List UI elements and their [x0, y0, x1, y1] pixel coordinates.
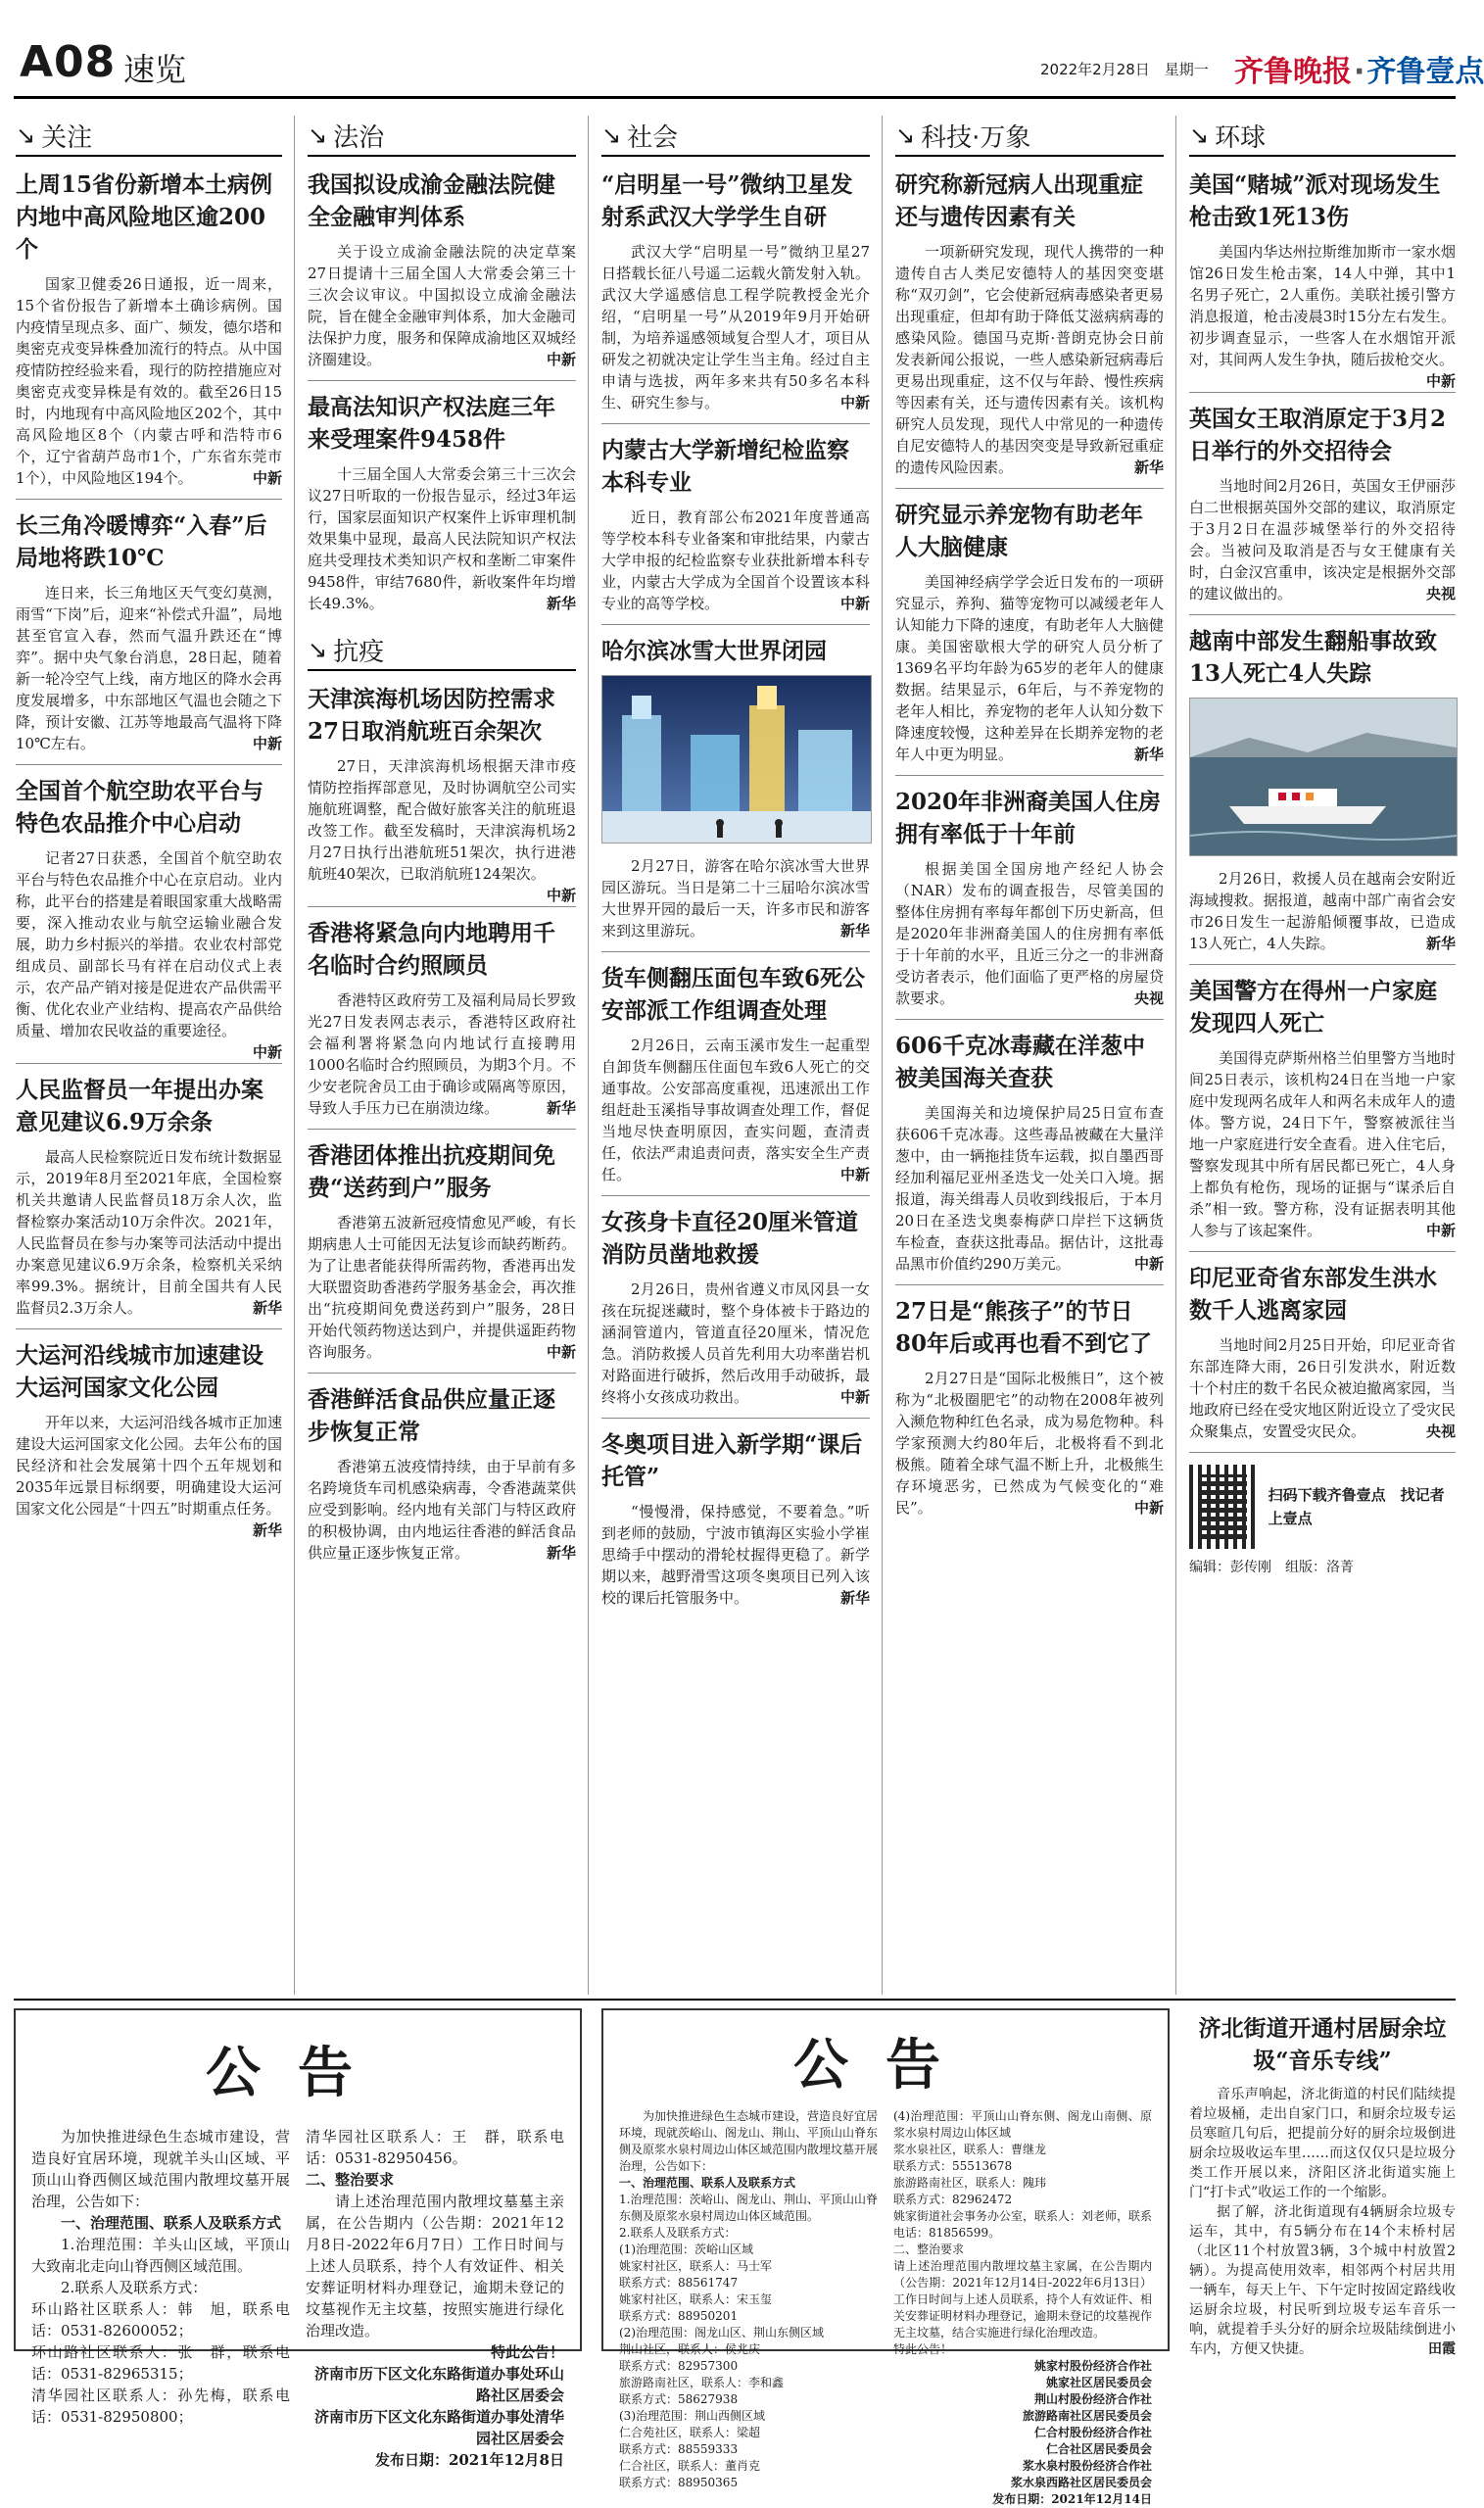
article-divider — [895, 488, 1164, 489]
article — [601, 962, 870, 1185]
news-source: 新华 — [252, 1521, 282, 1539]
news-source: 中新 — [839, 595, 870, 612]
headline[interactable]: 研究显示养宠物有助老年人大脑健康 — [895, 502, 1143, 560]
headline[interactable]: 香港鲜活食品供应量正逐步恢复正常 — [308, 1386, 555, 1445]
article — [895, 169, 1164, 478]
photo-caption: 2月27日，游客在哈尔滨冰雪大世界园区游玩。当日是第二十三届哈尔滨冰雪大世界开园的最后一天，许多市民和游客来到这里游玩。 新华 — [601, 857, 870, 940]
bottom-rule — [14, 1999, 1456, 2001]
news-source: 新华 — [1133, 458, 1164, 476]
column-header: ↘ 社会 — [601, 116, 870, 157]
headline[interactable]: 冬奥项目进入新学期“课后托管” — [601, 1431, 863, 1490]
notice-title: 公告 — [793, 2033, 978, 2098]
notice-sign: 济南市历下区文化东路街道办事处清华园社区居委会 — [313, 2408, 564, 2447]
editor-credit: 编辑：彭传刚 组版：洛菁 — [1189, 1560, 1354, 1575]
notice-line: (2)治理范围：阁龙山区、荆山东侧区域 — [619, 2326, 824, 2339]
article-divider — [1189, 392, 1456, 393]
article — [601, 169, 870, 413]
article — [308, 683, 576, 904]
article-body: 香港特区政府劳工及福利局局长罗致光27日发表网志表示，香港特区政府社会福利署将紧急向内地试行直接聘用1000名临时合约照顾员，为期3个月。不少安老院舍员工由于确诊或隔离等原因，导致人手压力已在崩溃边缘。 新华 — [308, 991, 576, 1117]
column-science — [895, 116, 1164, 1995]
corner-arrow-icon: ↘ — [16, 121, 36, 149]
article-body: 香港第五波疫情持续，由于早前有多名跨境货车司机感染病毒，令香港蔬菜供应受到影响。经内地有关部门与特区政府的积极协调，由内地运往香港的鲜活食品供应量正逐步恢复正常。 新华 — [308, 1458, 576, 1562]
notice-line: (3)治理范围：荆山西侧区域 — [619, 2409, 765, 2423]
corner-arrow-icon: ↘ — [308, 121, 328, 149]
notice-contact: 清华园社区联系人：王 群，联系电话：0531-82950456。 — [306, 2128, 564, 2167]
article-divider — [16, 1063, 282, 1064]
page-number: A08 — [20, 37, 117, 87]
headline[interactable]: 香港团体推出抗疫期间免费“送药到户”服务 — [308, 1142, 555, 1201]
news-source: 新华 — [839, 922, 870, 940]
column-divider — [882, 116, 883, 1995]
news-source: 中新 — [546, 351, 576, 368]
article-body: 2月26日，云南玉溪市发生一起重型自卸货车侧翻压住面包车致6人死亡的交通事故。公安部高度重视，迅速派出工作组赶赴玉溪指导事故调查处理工作，督促当地尽快查明原因，查实问题，查清责任，依法严肃追责问责，落实安全生产责任。 中新 — [601, 1037, 870, 1183]
ice-festival-photo — [601, 675, 872, 844]
headline[interactable]: 英国女王取消原定于3月2日举行的外交招待会 — [1189, 406, 1447, 464]
column-header: ↘ 法治 — [308, 116, 576, 157]
notice-line: 联系方式：88950365 — [619, 2476, 739, 2489]
notice-line: 姚家村社区，联系人：马士军 — [619, 2259, 773, 2273]
headline[interactable]: 内蒙古大学新增纪检监察本科专业 — [601, 437, 849, 496]
notice-sign: 浆水泉村股份经济合作社 — [1022, 2459, 1152, 2473]
notice-line: 旅游路南社区，联系人：隗玮 — [893, 2176, 1047, 2190]
qr-promo — [1189, 1465, 1460, 1549]
notice-line: 联系方式：55513678 — [893, 2159, 1013, 2173]
notice-text: 一、治理范围、联系人及联系方式 — [61, 2214, 282, 2232]
news-source: 新华 — [546, 1099, 576, 1117]
article-divider — [1189, 1452, 1456, 1453]
issue-date: 2022年2月28日 星期一 — [1040, 61, 1209, 78]
article-body: 当地时间2月26日，英国女王伊丽莎白二世根据英国外交部的建议，取消原定于3月2日在温莎城堡举行的外交招待会。当被问及取消是否与女王健康有关时，白金汉宫重申，该决定是根据外交部的建议做出的。 央视 — [1189, 477, 1456, 603]
news-source: 新华 — [1425, 935, 1456, 952]
headline[interactable]: 上周15省份新增本土病例内地中高风险地区逾200个 — [16, 171, 273, 263]
article-divider — [601, 1195, 870, 1196]
headline[interactable]: 2020年非洲裔美国人住房拥有率低于十年前 — [895, 789, 1162, 847]
news-source: 央视 — [1425, 1423, 1456, 1440]
notice-line: (1)治理范围：茨峪山区域 — [619, 2243, 753, 2256]
article — [16, 1339, 282, 1539]
article-body: 记者27日获悉，全国首个航空助农平台与特色农品推介中心在京启动。业内称，此平台的搭建是着眼国家重大战略需要，深入推动农业与航空运输业融合发展，助力乡村振兴的举措。农业农村部党组成员、副部长马有祥在启动仪式上表示，农产品产销对接是促进农产品供需平衡、优化农业产业结构、提高农产品供给质量、增加农民收益的重要途径。 中新 — [16, 849, 282, 1061]
notice-contact: 清华园社区联系人：孙先梅，联系电话：0531-82950800； — [31, 2387, 290, 2426]
photo-caption: 2月26日，救援人员在越南会安附近海域搜救。据报道，越南中部广南省会安市26日发生一起游船倾覆事故，已造成13人死亡，4人失踪。 新华 — [1189, 870, 1456, 952]
notice-text: 特此公告！ — [490, 2343, 564, 2361]
sub-column-header: ↘ 抗疫 — [308, 630, 576, 671]
article-divider — [1189, 614, 1456, 615]
column-law — [308, 116, 576, 1995]
article — [16, 775, 282, 1061]
notice-line: 1.治理范围：茨峪山、阁龙山、荆山、平顶山山脊东侧及原浆水泉村周边山体区域范围。 — [619, 2193, 878, 2223]
news-source: 中新 — [252, 1043, 282, 1061]
news-source: 中新 — [839, 1388, 870, 1406]
notice-sign: 姚家村股份经济合作社 — [1033, 2359, 1152, 2373]
corner-arrow-icon: ↘ — [601, 121, 622, 149]
notice-sign: 济南市历下区文化东路街道办事处环山路社区居委会 — [313, 2365, 564, 2404]
notice-line: 姚家村社区，联系人：宋玉玺 — [619, 2292, 773, 2306]
news-source: 央视 — [1133, 989, 1164, 1007]
article-body: 十三届全国人大常委会第三十三次会议27日听取的一份报告显示，经过3年运行，国家层面知识产权案件上诉审理机制效果集中显现，最高人民法院知识产权法庭共受理技术类知识产权和垄断二审案件9458件，审结7680件，新收案件年均增长49.3%。 新华 — [308, 465, 576, 612]
notice-line: 请上述治理范围内散埋坟墓主家属，在公告期内（公告期：2021年12月14日-2022年6月13日）工作日时间与上述人员联系，持个人有效证件、相关安葬证明材料办理登记，逾期未登记的坟墓视作无主坟墓，结合实施进行绿化治理改造。 — [893, 2259, 1153, 2339]
news-source: 新华 — [252, 1299, 282, 1317]
headline[interactable]: 美国警方在得州一户家庭发现四人死亡 — [1189, 978, 1437, 1037]
headline[interactable]: 香港将紧急向内地聘用千名临时合约照顾员 — [308, 920, 555, 979]
notice-title: 公告 — [206, 2041, 390, 2105]
article-body: 近日，教育部公布2021年度普通高等学校本科专业备案和审批结果，内蒙古大学申报的纪检监察专业获批新增本科专业，内蒙古大学成为全国首个设置该本科专业的高等学校。 中新 — [601, 508, 870, 612]
news-source: 中新 — [1133, 1499, 1164, 1517]
headline[interactable]: 济北街道开通村居厨余垃圾“音乐专线” — [1198, 2015, 1447, 2074]
article-body: 开年以来，大运河沿线各城市正加速建设大运河国家文化公园。去年公布的国民经济和社会发展第十四个五年规划和2035年远景目标纲要，明确建设大运河国家文化公园是“十四五”时期重点任务。 新华 — [16, 1414, 282, 1539]
notice-line: 联系方式：82957300 — [619, 2359, 739, 2373]
article — [895, 499, 1164, 765]
notice-line: 仁合苑社区，联系人：梁超 — [619, 2426, 761, 2439]
corner-arrow-icon: ↘ — [895, 121, 916, 149]
corner-arrow-icon: ↘ — [1189, 121, 1210, 149]
column-divider — [588, 116, 589, 1995]
news-source: 中新 — [546, 887, 576, 904]
article-divider — [895, 1284, 1164, 1285]
article — [1189, 169, 1456, 390]
news-source: 中新 — [1425, 372, 1456, 390]
section-name: 速览 — [123, 51, 187, 88]
article-divider — [601, 624, 870, 625]
notice-text: 为加快推进绿色生态城市建设，营造良好宜居环境，现就茨峪山、阁龙山、荆山、平顶山山脊东侧及原浆水泉村周边山体区域范围内散埋坟墓开展治理，公告如下： — [619, 2109, 879, 2173]
article-body: 2月27日是“国际北极熊日”，这个被称为“北极圈肥宅”的动物在2008年被列入濒危物种红色名录，成为易危物种。科学家预测大约80年后，北极将看不到北极熊。随着全球气温不断上升，北极熊生存环境恶劣，已然成为气候变化的“难民”。 中新 — [895, 1370, 1164, 1517]
article — [16, 1074, 282, 1319]
article-body: 美国内华达州拉斯维加斯市一家水烟馆26日发生枪击案，14人中弹，其中1名男子死亡，2人重伤。美联社援引警方消息报道，枪击凌晨3时15分左右发生。初步调查显示，一些客人在水烟馆开派对，其间两人发生争执，随后拔枪交火。 中新 — [1189, 243, 1456, 390]
notice-left-column — [619, 2108, 878, 2508]
article-body: 连日来，长三角地区天气变幻莫测，雨雪“下岗”后，迎来“补偿式升温”，局地甚至官宣入春，然而气温升跌还在“博弈”。据中央气象台消息，28日起，随着新一轮冷空气上线，南方地区的降水会再度发展增多，中东部地区气温也会随之下降，预计安徽、江苏等地最高气温将下降10℃左右。 中新 — [16, 584, 282, 752]
article — [308, 391, 576, 614]
notice-sign: 旅游路南社区居民委员会 — [1022, 2409, 1152, 2423]
notice-sign: 仁合社区居民委员会 — [1045, 2442, 1152, 2456]
article — [601, 1206, 870, 1408]
notice-text: 1.治理范围：羊头山区域，平顶山大致南北走向山脊西侧区域范围。 — [31, 2236, 290, 2275]
photo-article — [1189, 625, 1456, 954]
article — [895, 1030, 1164, 1275]
column-divider — [1175, 116, 1176, 1995]
notice-sign: 荆山村股份经济合作社 — [1033, 2392, 1152, 2406]
headline[interactable]: 女孩身卡直径20厘米管道消防员凿地救援 — [601, 1209, 859, 1268]
notice-date: 发布日期：2021年12月8日 — [374, 2451, 564, 2469]
article — [16, 509, 282, 754]
notice-line: 二、整治要求 — [893, 2243, 965, 2256]
notice-text: 为加快推进绿色生态城市建设，营造良好宜居环境，现就羊头山区域、平顶山山脊西侧区域范围内散埋坟墓开展治理，公告如下： — [31, 2128, 290, 2210]
column-society — [601, 116, 870, 1995]
headline[interactable]: 27日是“熊孩子”的节日80年后或再也看不到它了 — [895, 1298, 1153, 1357]
qr-text: 扫码下载齐鲁壹点 找记者 上壹点 — [1268, 1486, 1460, 1527]
news-source: 新华 — [839, 1589, 870, 1607]
article-divider — [16, 764, 282, 765]
news-source: 中新 — [252, 469, 282, 487]
notice-text: 一、治理范围、联系人及联系方式 — [619, 2176, 796, 2190]
headline[interactable]: “启明星一号”微纳卫星发射系武汉大学学生自研 — [601, 171, 853, 230]
headline[interactable]: 全国首个航空助农平台与特色农品推介中心启动 — [16, 778, 263, 837]
headline[interactable]: 研究称新冠病人出现重症还与遗传因素有关 — [895, 171, 1143, 230]
article — [601, 434, 870, 614]
headline[interactable]: 最高法知识产权法庭三年来受理案件9458件 — [308, 394, 555, 453]
article-divider — [895, 775, 1164, 776]
notice-line: 旅游路南社区，联系人：李和鑫 — [619, 2376, 785, 2389]
article-body: 香港第五波新冠疫情愈见严峻，有长期病患人士可能因无法复诊而缺药断药。为了让患者能获得所需药物，香港再出发大联盟资助香港药学服务基金会，再次推出“抗疫期间免费送药到户”服务，28日开始代领药物送达到户，并提供遥距药物咨询服务。 中新 — [308, 1214, 576, 1361]
article-body: 2月26日，贵州省遵义市凤冈县一女孩在玩捉迷藏时，整个身体被卡于路边的涵洞管道内，管道直径20厘米，情况危急。消防救援人员首先利用大功率凿岩机对路面进行破拆，然后改用手动破拆，最终将小女孩成功救出。 中新 — [601, 1280, 870, 1406]
news-source: 中新 — [546, 1343, 576, 1361]
local-story — [1189, 2008, 1456, 2357]
notice-line: 联系方式：88559333 — [619, 2442, 739, 2456]
notice-text: 2.联系人及联系方式： — [61, 2279, 208, 2296]
article — [308, 1139, 576, 1363]
column-header: ↘ 关注 — [16, 116, 282, 157]
notice-sign: 仁合村股份经济合作社 — [1033, 2426, 1152, 2439]
notice-sign: 浆水泉西路社区居民委员会 — [1010, 2476, 1152, 2489]
article — [308, 169, 576, 370]
article-divider — [308, 1129, 576, 1130]
headline[interactable]: 天津滨海机场因防控需求27日取消航班百余架次 — [308, 686, 555, 745]
article-divider — [16, 1328, 282, 1329]
article-divider — [601, 951, 870, 952]
notice-text: 二、整治要求 — [306, 2171, 395, 2189]
article — [1189, 1262, 1456, 1442]
notice-line: (4)治理范围：平顶山山脊东侧、阁龙山南侧、原浆水泉村周边山体区域 — [893, 2109, 1152, 2140]
article — [601, 1428, 870, 1609]
column-world — [1189, 116, 1460, 1995]
article-divider — [601, 1418, 870, 1419]
brand-logo: 齐鲁晚报·齐鲁壹点 — [1234, 55, 1484, 89]
notice-text: 请上述治理范围内散埋坟墓墓主亲属，在公告期内（公告期：2021年12月8日-2022年6月7日）工作日时间与上述人员联系，持个人有效证件、相关安葬证明材料办理登记，逾期未登记的坟墓视作无主坟墓，按照实施进行绿化治理改造。 — [306, 2193, 564, 2339]
notice-contact: 环山路社区联系人：韩 旭，联系电话：0531-82600052； — [31, 2300, 290, 2339]
article-divider — [895, 1019, 1164, 1020]
news-source: 中新 — [839, 1166, 870, 1183]
notice-line: 联系方式：88561747 — [619, 2276, 739, 2290]
notice-line: 浆水泉社区，联系人：曹继龙 — [893, 2143, 1047, 2156]
notice-date: 发布日期：2021年12月14日 — [992, 2492, 1152, 2506]
notice-line: 姚家街道社会事务办公室，联系人：刘老师，联系电话：81856599。 — [893, 2209, 1153, 2240]
news-source: 中新 — [839, 394, 870, 411]
headline[interactable]: 我国拟设成渝金融法院健全金融审判体系 — [308, 171, 555, 230]
notice-line: 特此公告！ — [893, 2342, 953, 2356]
article — [308, 1383, 576, 1564]
brand-name-b: 齐鲁壹点 — [1366, 55, 1484, 89]
headline[interactable]: 人民监督员一年提出办案意见建议6.9万余条 — [16, 1077, 263, 1135]
notice-sign: 姚家社区居民委员会 — [1045, 2376, 1152, 2389]
column-header: ↘ 环球 — [1189, 116, 1456, 157]
article-body: 国家卫健委26日通报，近一周来，15个省份报告了新增本土确诊病例。国内疫情呈现点多、面广、频发，德尔塔和奥密克戎变异株叠加流行的特点。从中国疫情防控经验来看，现行的防控措施应对奥密克戎变异株是有效的。截至26日15时，内地现有中高风险地区202个，其中高风险地区8个（内蒙古呼和浩特市6个，辽宁省葫芦岛市1个，广东省东莞市1个），中风险地区194个。 中新 — [16, 275, 282, 487]
article-body: 最高人民检察院近日发布统计数据显示，2019年8月至2021年底，全国检察机关共邀请人民监督员18万余人次，监督检察办案活动10万余件次。2021年，人民监督员在参与办案等司法活动中提出办案意见建议6.9万余条，检察机关采纳率99.3%。据统计，目前全国共有人民监督员2.3万余人。 新华 — [16, 1148, 282, 1317]
notice-line: 联系方式：88950201 — [619, 2309, 739, 2323]
article-body: 根据美国全国房地产经纪人协会（NAR）发布的调查报告，尽管美国的整体住房拥有率每年都创下历史新高，但是2020年非洲裔美国人的住房拥有率低于十年前的水平，且近三分之一的非洲裔受访者表示，他们面临了更严格的房屋贷款要求。 央视 — [895, 860, 1164, 1007]
article-body: 美国得克萨斯州格兰伯里警方当地时间25日表示，该机构24日在当地一户家庭中发现两名成年人和两名未成年人的遗体。警方说，24日下午，警察被派往当地一户家庭进行安全查看。进入住宅后，警察发现其中所有居民都已死亡，4人身上都负有枪伤，现场的证据与“谋杀后自杀”相一致。警方称，没有证据表明其他人参与了该起案件。 中新 — [1189, 1049, 1456, 1239]
brand-name-a: 齐鲁晚报 — [1234, 55, 1352, 89]
article-body: “慢慢滑，保持感觉，不要着急。”听到老师的鼓励，宁波市镇海区实验小学崔思绮手中摆动的滑轮杖握得更稳了。新学期以来，越野滑雪这项冬奥项目已列入该校的课后托管服务中。 新华 — [601, 1503, 870, 1607]
headline[interactable]: 哈尔滨冰雪大世界闭园 — [601, 638, 827, 664]
article-body: 美国神经病学学会近日发布的一项研究显示，养狗、猫等宠物可以减缓老年人认知能力下降的速度，有助老年人大脑健康。美国密歇根大学的研究人员分析了1369名平均年龄为65岁的老年人的健康数据。结果显示，6年后，与不养宠物的老年人相比，养宠物的老年人认知分数下降速度较慢，这种差异在长期养宠物的老年人中更为明显。 新华 — [895, 573, 1164, 763]
notice-ad-2 — [601, 2008, 1170, 2506]
article-body: 一项新研究发现，现代人携带的一种遗传自古人类尼安德特人的基因突变堪称“双刃剑”，它会使新冠病毒感染者更易出现重症，但却有助于降低艾滋病病毒的感染风险。德国马克斯·普朗克协会日前发表新闻公报说，一些人感染新冠病毒后更易出现重症，这不仅与年龄、慢性疾病等因素有关，还与遗传因素有关。该机构研究人员发现，现代人中常见的一种遗传自尼安德特人的基因突变是导致新冠重症的遗传风险因素。 新华 — [895, 243, 1164, 476]
news-source: 中新 — [1425, 1222, 1456, 1239]
headline[interactable]: 美国“赌城”派对现场发生枪击致1死13伤 — [1189, 171, 1441, 230]
article-body: 音乐声响起，济北街道的村民们陆续提着垃圾桶，走出自家门口，和厨余垃圾专运员寒暄几句后，把提前分好的厨余垃圾倒进厨余垃圾收运车里……而这仅仅只是垃圾分类工作开展以来，济阳区济北街道实施上门“打卡式”收运工作的一个缩影。 — [1189, 2087, 1456, 2200]
article — [1189, 403, 1456, 604]
notice-line: 荆山社区，联系人：侯兆庆 — [619, 2342, 761, 2356]
article-divider — [308, 906, 576, 907]
headline[interactable]: 越南中部发生翻船事故致13人死亡4人失踪 — [1189, 628, 1437, 687]
photo-article — [601, 635, 870, 941]
qr-code-icon[interactable] — [1189, 1465, 1257, 1549]
article — [308, 917, 576, 1119]
news-source: 中新 — [252, 735, 282, 752]
headline[interactable]: 大运河沿线城市加速建设大运河国家文化公园 — [16, 1342, 263, 1401]
headline[interactable]: 长三角冷暖博弈“入春”后局地将跌10℃ — [16, 512, 267, 571]
article-body: 武汉大学“启明星一号”微纳卫星27日搭载长征八号遥二运载火箭发射入轨。武汉大学遥感信息工程学院教授金光介绍，“启明星一号”从2019年9月开始研制，为培养遥感领域复合型人才，项目从研发之初就决定让学生当主角。经过自主申请与选拔，两年多来共有50多名本科生、研究生参与。 中新 — [601, 243, 870, 411]
notice-line: 联系方式：82962472 — [893, 2193, 1013, 2206]
article-body: 关于设立成渝金融法院的决定草案27日提请十三届全国人大常委会第三十三次会议审议。中国拟设立成渝金融法院，旨在健全金融审判体系，加大金融司法保护力度，服务和保障成渝地区双城经济圈建设。 中新 — [308, 243, 576, 368]
news-source: 田霞 — [1428, 2341, 1456, 2357]
article-body: 当地时间2月25日开始，印尼亚奇省东部连降大雨，26日引发洪水，附近数十个村庄的数千名民众被迫撤离家园，当地政府已经在受灾地区附近设立了受灾民众聚集点，安置受灾民众。 央视 — [1189, 1336, 1456, 1440]
notice-line: 2.联系人及联系方式： — [619, 2226, 737, 2240]
article-body: 据了解，济北街道现有4辆厨余垃圾专运车，其中，有5辆分布在14个末桥村居（北区11个村放置3辆，3个城中村放置2辆）。为提高使用效率，相邻两个村居共用一辆车，每天上午、下午定时按固定路线收运厨余垃圾，村民听到垃圾专运车音乐一响，就提着手头分好的厨余垃圾陆续倒进小车内，方便又快捷。 田霞 — [1189, 2204, 1456, 2357]
article-body: 美国海关和边境保护局25日宣布查获606千克冰毒。这些毒品被藏在大量洋葱中，由一辆拖挂货车运载，拟自墨西哥经加利福尼亚州圣迭戈一处关口入境。据报道，海关缉毒人员收到线报后，于本月20日在圣迭戈奥泰梅萨口岸拦下这辆货车检查，查获这批毒品。据估计，这批毒品黑市价值约290万美元。 中新 — [895, 1104, 1164, 1273]
boat-rescue-photo — [1189, 698, 1458, 856]
news-source: 中新 — [1133, 1255, 1164, 1273]
top-rule — [14, 96, 1456, 99]
article-divider — [601, 423, 870, 424]
column-focus — [16, 116, 282, 1995]
news-source: 央视 — [1425, 585, 1456, 603]
article-body: 27日，天津滨海机场根据天津市疫情防控指挥部意见，及时协调航空公司实施航班调整，配合做好旅客关注的航班退改签工作。截至发稿时，天津滨海机场2月27日执行出港航班51架次，执行进港航班40架次，已取消航班124架次。 中新 — [308, 757, 576, 904]
headline[interactable]: 货车侧翻压面包车致6死公安部派工作组调查处理 — [601, 965, 866, 1024]
notice-contact: 环山路社区联系人：张 群，联系电话：0531-82965315； — [31, 2343, 290, 2383]
headline[interactable]: 606千克冰毒藏在洋葱中被美国海关查获 — [895, 1033, 1146, 1091]
article-divider — [1189, 964, 1456, 965]
column-divider — [294, 116, 295, 1995]
headline[interactable]: 印尼亚奇省东部发生洪水数千人逃离家园 — [1189, 1265, 1437, 1324]
corner-arrow-icon: ↘ — [308, 636, 328, 663]
article — [895, 786, 1164, 1009]
column-header: ↘ 科技·万象 — [895, 116, 1164, 157]
notice-right-column — [893, 2108, 1152, 2508]
masthead — [0, 0, 1484, 106]
article — [895, 1295, 1164, 1519]
notice-ad-1 — [14, 2008, 582, 2469]
news-source: 新华 — [546, 595, 576, 612]
news-source: 新华 — [1133, 746, 1164, 763]
article — [16, 169, 282, 489]
article — [1189, 975, 1456, 1241]
news-source: 新华 — [546, 1544, 576, 1562]
article-divider — [308, 380, 576, 381]
article-divider — [16, 499, 282, 500]
notice-line: 仁合社区，联系人：董肖克 — [619, 2459, 761, 2473]
notice-line: 联系方式：58627938 — [619, 2392, 739, 2406]
article-divider — [308, 1373, 576, 1374]
article-divider — [1189, 1251, 1456, 1252]
